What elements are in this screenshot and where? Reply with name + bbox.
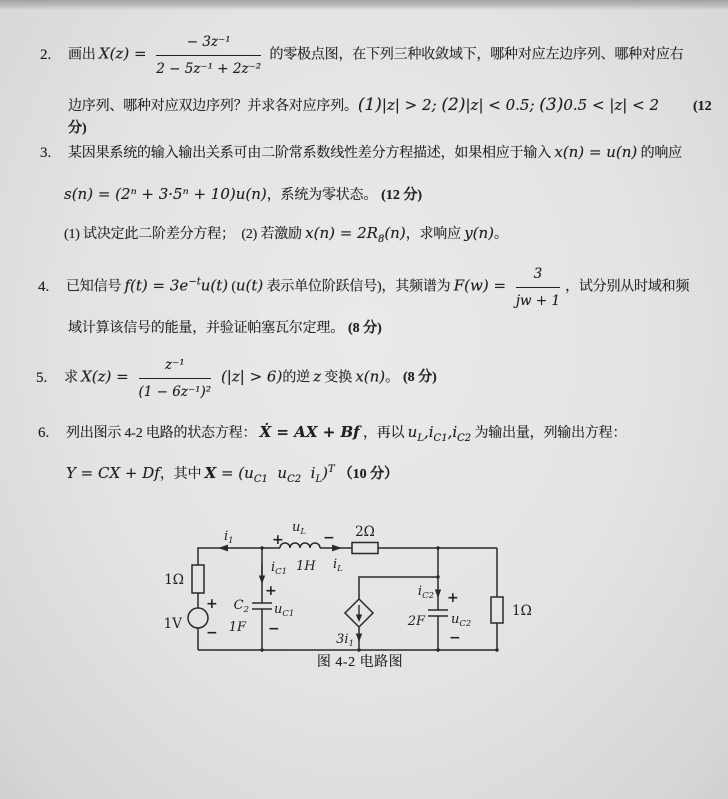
- text-token: 。: [494, 227, 508, 242]
- dependent-branch-arrow: [356, 634, 362, 643]
- question-4-line-1: [38, 262, 689, 312]
- source-minus-sign: −: [206, 625, 218, 641]
- text-token: |z| < 0.5;: [465, 96, 540, 114]
- text-token: L: [417, 433, 424, 444]
- c2-plus-sign: +: [447, 590, 459, 606]
- text-token: −t: [188, 276, 201, 288]
- question-3-line-3: [64, 222, 508, 251]
- label-current-ic1: $i_{C1}$: [271, 560, 288, 577]
- label-resistor-left: 1Ω: [164, 572, 184, 588]
- text-token: Ẋ = AX + Bf: [259, 423, 360, 441]
- fraction: $\frac{\text{− 3z⁻¹}}{\text{2 − 5z⁻¹ + 2z⁻²}}$: [156, 31, 261, 80]
- scan-edge-shadow: [0, 0, 728, 10]
- text-token: = (: [216, 464, 245, 482]
- text-token: 变换: [321, 370, 356, 386]
- voltage-source-1v: [188, 608, 208, 628]
- capacitor-c1: [252, 603, 272, 609]
- c1-minus-sign: −: [268, 621, 280, 637]
- inductor-coil-1h: [280, 543, 320, 548]
- text-token: x(n): [355, 367, 386, 386]
- text-token: X: [204, 464, 217, 482]
- text-token: f(t) = 3e: [124, 276, 189, 295]
- text-token: ，系统为零状态。: [266, 188, 378, 203]
- text-token: 。: [385, 370, 399, 386]
- text-token: ): [322, 464, 328, 482]
- text-token: (8 分): [402, 370, 437, 386]
- text-token: [268, 464, 278, 482]
- current-arrow-ic2: [435, 590, 441, 599]
- label-resistor-right: 1Ω: [512, 603, 532, 619]
- question-2-text-2: [68, 94, 728, 140]
- text-token: u: [244, 464, 254, 482]
- text-token: （10 分）: [338, 467, 399, 482]
- text-token: y(n): [464, 224, 495, 242]
- source-plus-sign: +: [206, 596, 218, 612]
- fraction: $\frac{3}{jw + 1}$: [516, 263, 560, 312]
- text-token: i: [452, 423, 458, 441]
- text-token: |z| > 2;: [381, 96, 442, 114]
- circuit-diagram: [150, 505, 580, 660]
- text-token: u: [407, 423, 418, 441]
- text-token: (1) 试决定此二阶差分方程； (2) 若激励: [64, 227, 306, 242]
- text-token: s(n) = (2ⁿ + 3·5ⁿ + 10)u(n): [64, 185, 267, 203]
- question-3-line-2: [64, 183, 422, 207]
- label-current-il: $i_L$: [333, 557, 343, 574]
- text-token: (3): [539, 95, 564, 115]
- text-token: ，其中: [159, 467, 205, 482]
- inductor-minus-sign: −: [323, 530, 335, 546]
- question-3-text-2: [64, 183, 422, 207]
- label-current-ic2: $i_{C2}$: [417, 584, 434, 601]
- label-inductor-voltage: $u_L$: [292, 520, 307, 537]
- label-current-i1: $i_1$: [224, 529, 234, 546]
- question-6-line-2: [66, 459, 398, 491]
- text-token: Y = CX + Df: [66, 464, 160, 482]
- text-token: 8: [377, 234, 385, 245]
- dependent-source-arrow-head: [356, 615, 362, 623]
- text-token: T: [327, 464, 335, 475]
- label-resistor-top: 2Ω: [355, 524, 375, 540]
- text-token: ,: [447, 423, 453, 441]
- text-token: i: [428, 423, 434, 441]
- text-token: 的响应: [637, 146, 682, 161]
- label-c1-value: 1F: [228, 620, 246, 635]
- question-3-number: 3.: [40, 145, 52, 161]
- text-token: x(n) = 2R: [305, 224, 378, 242]
- question-4-line-2: [68, 318, 382, 340]
- text-token: C2: [457, 433, 472, 444]
- text-token: (1): [357, 95, 382, 115]
- text-token: L: [315, 474, 323, 485]
- text-token: 画出: [68, 47, 99, 63]
- question-3-text-3: [64, 222, 508, 251]
- question-2-line-2: [68, 94, 728, 140]
- text-token: z: [313, 367, 322, 386]
- text-token: (12 分): [68, 99, 716, 136]
- capacitor-c2: [428, 610, 448, 616]
- question-4-text-2: [68, 318, 382, 340]
- text-token: ，试分别从时域和频: [565, 279, 690, 295]
- text-token: C2: [287, 474, 302, 485]
- text-token: 表示单位阶跃信号)，其频谱为: [263, 279, 454, 295]
- text-token: 已知信号: [66, 279, 125, 295]
- text-token: 的逆: [282, 370, 314, 386]
- resistor-top-2ohm: [352, 543, 378, 554]
- text-token: X(z) =: [98, 44, 152, 63]
- text-token: 列出图示 4-2 电路的状态方程：: [66, 426, 260, 441]
- text-token: 0.5 < |z| < 2: [563, 96, 659, 114]
- label-c1-voltage: $u_{C1}$: [274, 602, 295, 619]
- text-token: F(w) =: [453, 276, 511, 295]
- text-token: u(t): [235, 276, 264, 295]
- text-token: u: [277, 464, 288, 482]
- text-token: ,: [423, 423, 429, 441]
- current-arrow-i1: [218, 545, 228, 552]
- label-c2-value: 2F: [407, 614, 425, 629]
- text-token: 域计算该信号的能量，并验证帕塞瓦尔定理。: [68, 321, 344, 336]
- question-6-text-1: [66, 421, 626, 450]
- question-3-line-1: [40, 141, 682, 165]
- question-2-line-1: [40, 28, 683, 82]
- question-5-text-1: [64, 354, 437, 403]
- text-token: (8 分): [348, 321, 382, 336]
- question-2-number: 2.: [40, 47, 52, 63]
- text-token: (: [228, 279, 236, 295]
- text-token: i: [310, 464, 316, 482]
- text-token: (|z| > 6): [216, 367, 283, 386]
- text-token: [301, 464, 311, 482]
- question-6-line-1: [38, 421, 626, 450]
- text-token: (12 分): [381, 188, 422, 203]
- text-token: u(t): [200, 276, 229, 295]
- text-token: 的零极点图，在下列三种收敛域下，哪种对应左边序列、哪种对应右: [266, 47, 684, 63]
- resistor-right-1ohm: [491, 597, 503, 623]
- text-token: (2): [441, 95, 466, 115]
- label-inductor-value: 1H: [296, 559, 316, 574]
- text-token: ，求响应: [405, 227, 465, 242]
- text-token: (n): [384, 224, 406, 242]
- text-token: C1: [253, 474, 268, 485]
- text-token: 边序列、哪种对应双边序列？并求各对应序列。: [68, 99, 358, 114]
- label-c1-name: $C_2$: [233, 598, 249, 615]
- question-4-text-1: [66, 263, 689, 312]
- text-token: C1: [433, 433, 448, 444]
- text-token: 某因果系统的输入输出关系可由二阶常系数线性差分方程描述，如果相应于输入: [68, 146, 555, 161]
- inductor-plus-sign: +: [272, 532, 284, 548]
- question-2-text-1: [68, 31, 683, 80]
- question-4-number: 4.: [38, 279, 50, 295]
- text-token: x(n) = u(n): [554, 143, 638, 161]
- question-6-number: 6.: [38, 425, 50, 441]
- question-3-text-1: [68, 141, 682, 165]
- c1-plus-sign: +: [265, 583, 277, 599]
- figure-caption: 图 4-2 电路图: [316, 655, 404, 670]
- c2-minus-sign: −: [449, 630, 461, 646]
- label-c2-voltage: $u_{C2}$: [451, 612, 472, 629]
- question-5-number: 5.: [36, 370, 48, 386]
- fraction: $\frac{\text{z⁻¹}}{\text{(1 − 6z⁻¹)²}}$: [139, 354, 212, 403]
- question-5-line-1: [36, 351, 437, 405]
- question-6-text-2: [66, 459, 398, 491]
- resistor-left-1ohm: [192, 565, 204, 593]
- text-token: 求: [64, 370, 82, 386]
- label-dependent-source: $3i_1$: [336, 632, 354, 649]
- text-token: 为输出量，列输出方程：: [471, 426, 627, 441]
- label-voltage-source: 1V: [163, 616, 182, 632]
- text-token: X(z) =: [81, 367, 134, 386]
- wire: [198, 548, 280, 565]
- text-token: ，再以: [359, 426, 408, 441]
